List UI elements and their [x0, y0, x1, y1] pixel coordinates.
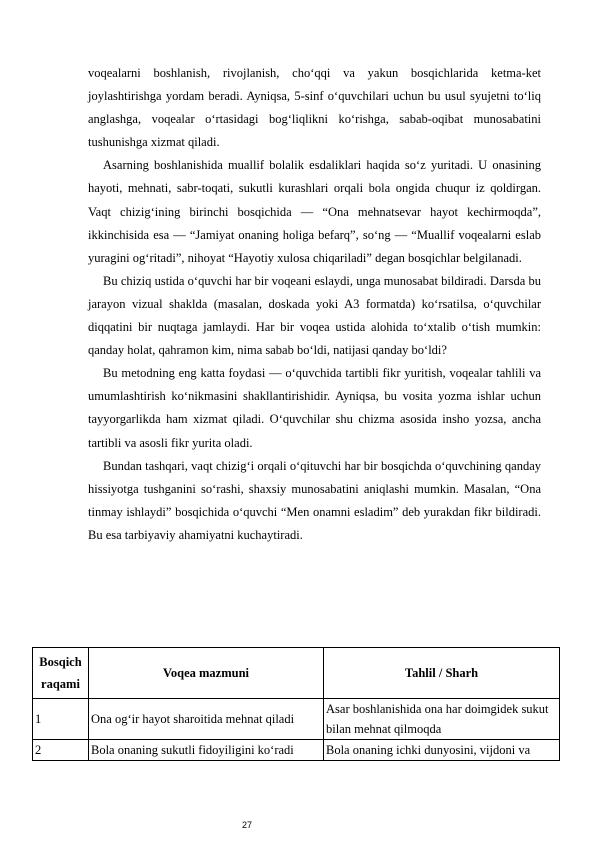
table-row [33, 740, 560, 761]
paragraph: Bundan tashqari, vaqt chizig‘i orqali o‘qituvchi har bir bosqichda o‘quvchining qanday hissiyotga tushganini so‘rashi, shaxsiy munosabatini aniqlashi mumkin. Masalan, “Ona tinmay ishlaydi” bosqichida o‘quvchi “Men onamni esladim” deb yurakdan fikr bildiradi. Bu esa tarbiyaviy ahamiyatni kuchaytiradi. [88, 458, 541, 542]
cell-analysis: Asar boshlanishida ona har doimgidek sukut bilan mehnat qilmoqda [324, 699, 560, 740]
cell-event-content: Bola onaning sukutli fidoyiligini ko‘radi [89, 740, 324, 761]
table-header-row [33, 648, 560, 699]
header-stage-number: Bosqich raqami [33, 648, 89, 699]
paragraph: Asarning boshlanishida muallif bolalik esdaliklari haqida so‘z yuritadi. U onasining hayoti, mehnati, sabr-toqati, sukutli kurashlari orqali bola ongida chuqur iz qoldirgan. Vaqt chizig‘ining birinchi bosqichida — “Ona mehnatsevar hayot kechirmoqda”, ikkinchisida esa — “Jamiyat onaning holiga befarq”, so‘ng — “Muallif voqealarni eslab yuragini og‘ritadi”, nihoyat “Hayotiy xulosa chiqariladi” degan bosqichlar belgilanadi. [88, 158, 541, 265]
timeline-table [32, 647, 560, 761]
header-analysis: Tahlil / Sharh [324, 648, 560, 699]
cell-event-content: Ona og‘ir hayot sharoitida mehnat qiladi [89, 699, 324, 740]
paragraph: Bu chiziq ustida o‘quvchi har bir voqeani eslaydi, unga munosabat bildiradi. Darsda bu jarayon vizual shaklda (masalan, doskada yoki A3 formatda) ko‘rsatilsa, o‘quvchilar diqqatini bir nuqtaga jamlaydi. Har bir voqea ustida alohida to‘xtalib o‘tish mumkin: qanday holat, qahramon kim, nima sabab bo‘ldi, natijasi qanday bo‘ldi? [88, 273, 541, 358]
cell-analysis: Bola onaning ichki dunyosini, vijdoni va [324, 740, 560, 761]
paragraph: Bu metodning eng katta foydasi — o‘quvchida tartibli fikr yuritish, voqealar tahlili va umumlashtirish ko‘nikmasini shakllantirishidir. Ayniqsa, bu vosita yozma ishlar uchun tayyorgarlikda ham xizmat qiladi. O‘quvchilar shu chizma asosida insho yozsa, ancha tartibli va asosli fikr yurita oladi. [88, 366, 541, 450]
page-number: 27 [242, 820, 253, 830]
body-text [88, 62, 541, 547]
cell-stage-number: 1 [33, 699, 89, 740]
header-event-content: Voqea mazmuni [89, 648, 324, 699]
table-row [33, 699, 560, 740]
paragraph: voqealarni boshlanish, rivojlanish, cho‘qqi va yakun bosqichlarida ketma-ket joylashtirishga yordam beradi. Ayniqsa, 5-sinf o‘quvchilari uchun bu usul syujetni to‘liq anglashga, voqealar o‘rtasidagi bog‘liqlikni ko‘rishga, sabab-oqibat munosabatini tushunishga xizmat qiladi. [88, 66, 541, 150]
cell-stage-number: 2 [33, 740, 89, 761]
